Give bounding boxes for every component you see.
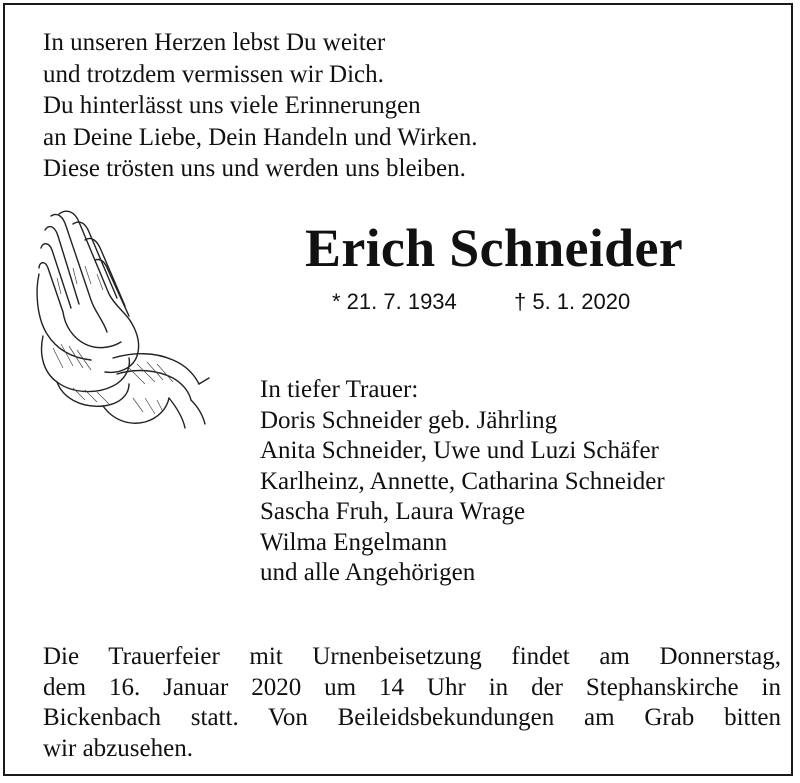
praying-hands-icon — [33, 208, 211, 433]
mourners-heading: In tiefer Trauer: — [260, 376, 419, 403]
mourner-line: Sascha Fruh, Laura Wrage — [260, 498, 526, 525]
verse-line: Du hinterlässt uns viele Erinnerungen — [43, 92, 421, 119]
birth-date: * 21. 7. 1934 — [332, 289, 457, 314]
mourner-line: Anita Schneider, Uwe und Luzi Schäfer — [260, 437, 659, 464]
mourner-line: Doris Schneider geb. Jährling — [260, 406, 558, 434]
funeral-notice — [43, 642, 781, 764]
verse-line: und trotzdem vermissen wir Dich. — [43, 60, 384, 88]
mourners-list — [260, 375, 665, 589]
notice-line: dem 16. Januar 2020 um 14 Uhr in der Stephanskirche in — [43, 673, 781, 701]
death-date: † 5. 1. 2020 — [514, 289, 631, 314]
mourner-line: und alle Angehörigen — [260, 559, 476, 586]
mourner-line: Wilma Engelmann — [260, 528, 448, 556]
memorial-verse — [43, 27, 478, 185]
verse-line: In unseren Herzen lebst Du weiter — [43, 29, 386, 56]
deceased-name: Erich Schneider — [305, 218, 683, 278]
verse-line: Diese trösten uns und werden uns bleiben. — [43, 155, 466, 182]
verse-line: an Deine Liebe, Dein Handeln und Wirken. — [43, 123, 478, 151]
notice-line: Die Trauerfeier mit Urnenbeisetzung findet am Donnerstag, — [43, 643, 781, 670]
notice-line: Bickenbach statt. Von Beileidsbekundungen am Grab bitten — [43, 704, 781, 731]
obituary-frame — [3, 3, 793, 776]
mourner-line: Karlheinz, Annette, Catharina Schneider — [260, 467, 665, 495]
notice-line: wir abzusehen. — [43, 734, 193, 762]
